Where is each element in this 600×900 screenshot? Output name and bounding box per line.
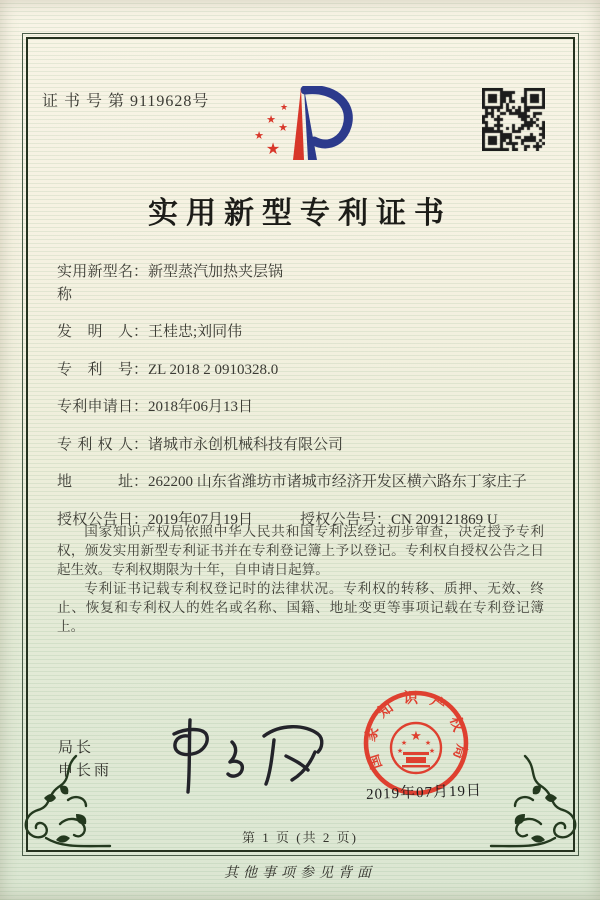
field-label: 授权公告日 <box>57 511 133 528</box>
field-value: CN 209121869 U <box>391 511 498 528</box>
director-title: 局长 <box>58 739 95 756</box>
director-block <box>58 736 112 782</box>
cnipa-p-logo-icon <box>248 86 360 166</box>
field-colon: ： <box>376 511 392 528</box>
field-patentee <box>57 434 544 457</box>
field-value: ZL 2018 2 0910328.0 <box>148 361 279 378</box>
svg-text:★: ★ <box>428 747 436 755</box>
seal-text: 国家知识产权局 <box>362 690 470 771</box>
certificate-number <box>42 88 208 111</box>
field-label: 授权公告号 <box>300 511 376 528</box>
field-label: 专利号 <box>57 361 133 378</box>
field-colon: ： <box>133 361 149 378</box>
legal-text <box>57 522 544 636</box>
field-label: 实用新型名称 <box>57 264 133 303</box>
field-colon: ： <box>133 324 149 340</box>
director-signature-icon <box>152 712 342 802</box>
svg-text:★: ★ <box>424 739 432 747</box>
field-label: 专利权人 <box>57 436 133 453</box>
field-value: 王桂忠;刘同伟 <box>148 324 243 340</box>
svg-text:★: ★ <box>410 728 422 743</box>
svg-text:★: ★ <box>400 739 408 747</box>
field-colon: ： <box>133 436 149 453</box>
back-side-note: 其他事项参见背面 <box>224 866 376 881</box>
director-name: 申长雨 <box>58 762 113 779</box>
field-value: 2019年07月19日 <box>148 511 254 528</box>
field-value: 2018年06月13日 <box>148 399 254 415</box>
svg-text:★: ★ <box>254 130 264 142</box>
field-colon: ： <box>133 511 149 528</box>
field-value: 262200 山东省潍坊市诸城市经济开发区横六路东丁家庄子 <box>148 474 527 490</box>
certificate-title: 实用新型专利证书 <box>148 197 452 230</box>
seal-date: 2019年07月19日 <box>365 782 483 804</box>
field-value: 新型蒸汽加热夹层锅 <box>148 264 284 280</box>
svg-text:★: ★ <box>279 102 289 112</box>
qr-code <box>482 88 545 151</box>
certificate-fields <box>57 261 544 531</box>
field-label: 专利申请日 <box>57 399 133 415</box>
field-colon: ： <box>133 264 149 280</box>
field-label: 地址 <box>57 474 133 490</box>
svg-text:★: ★ <box>265 141 281 158</box>
field-inventor <box>57 321 544 344</box>
svg-text:★: ★ <box>266 114 276 126</box>
svg-text:★: ★ <box>278 122 288 134</box>
field-filing-date <box>57 396 544 419</box>
legal-paragraph-2: 专利证书记载专利权登记时的法律状况。专利权的转移、质押、无效、终止、恢复和专利权人的姓名或名称、国籍、地址变更等事项记载在专利登记簿上。 <box>57 581 544 634</box>
field-value: 诸城市永创机械科技有限公司 <box>148 436 344 453</box>
certificate-number-label: 证书号第 <box>42 93 131 110</box>
national-emblem <box>391 723 441 773</box>
certificate-number-digits: 9119628 <box>130 93 193 110</box>
field-address <box>57 471 544 494</box>
field-patent-number <box>57 359 544 382</box>
certificate-number-suffix: 号 <box>192 93 209 110</box>
legal-paragraph-1: 国家知识产权局依照中华人民共和国专利法经过初步审查，决定授予专利权，颁发实用新型专利证书并在专利登记簿上予以登记。专利权自授权公告之日起生效。专利权期限为十年，自申请日起算。 <box>57 524 544 577</box>
field-utility-model-name <box>57 261 544 306</box>
field-colon: ： <box>133 474 149 490</box>
field-colon: ： <box>133 399 149 415</box>
page-number: 第 1 页 (共 2 页) <box>242 830 358 845</box>
svg-text:★: ★ <box>396 747 404 755</box>
field-label: 发明人 <box>57 324 133 340</box>
